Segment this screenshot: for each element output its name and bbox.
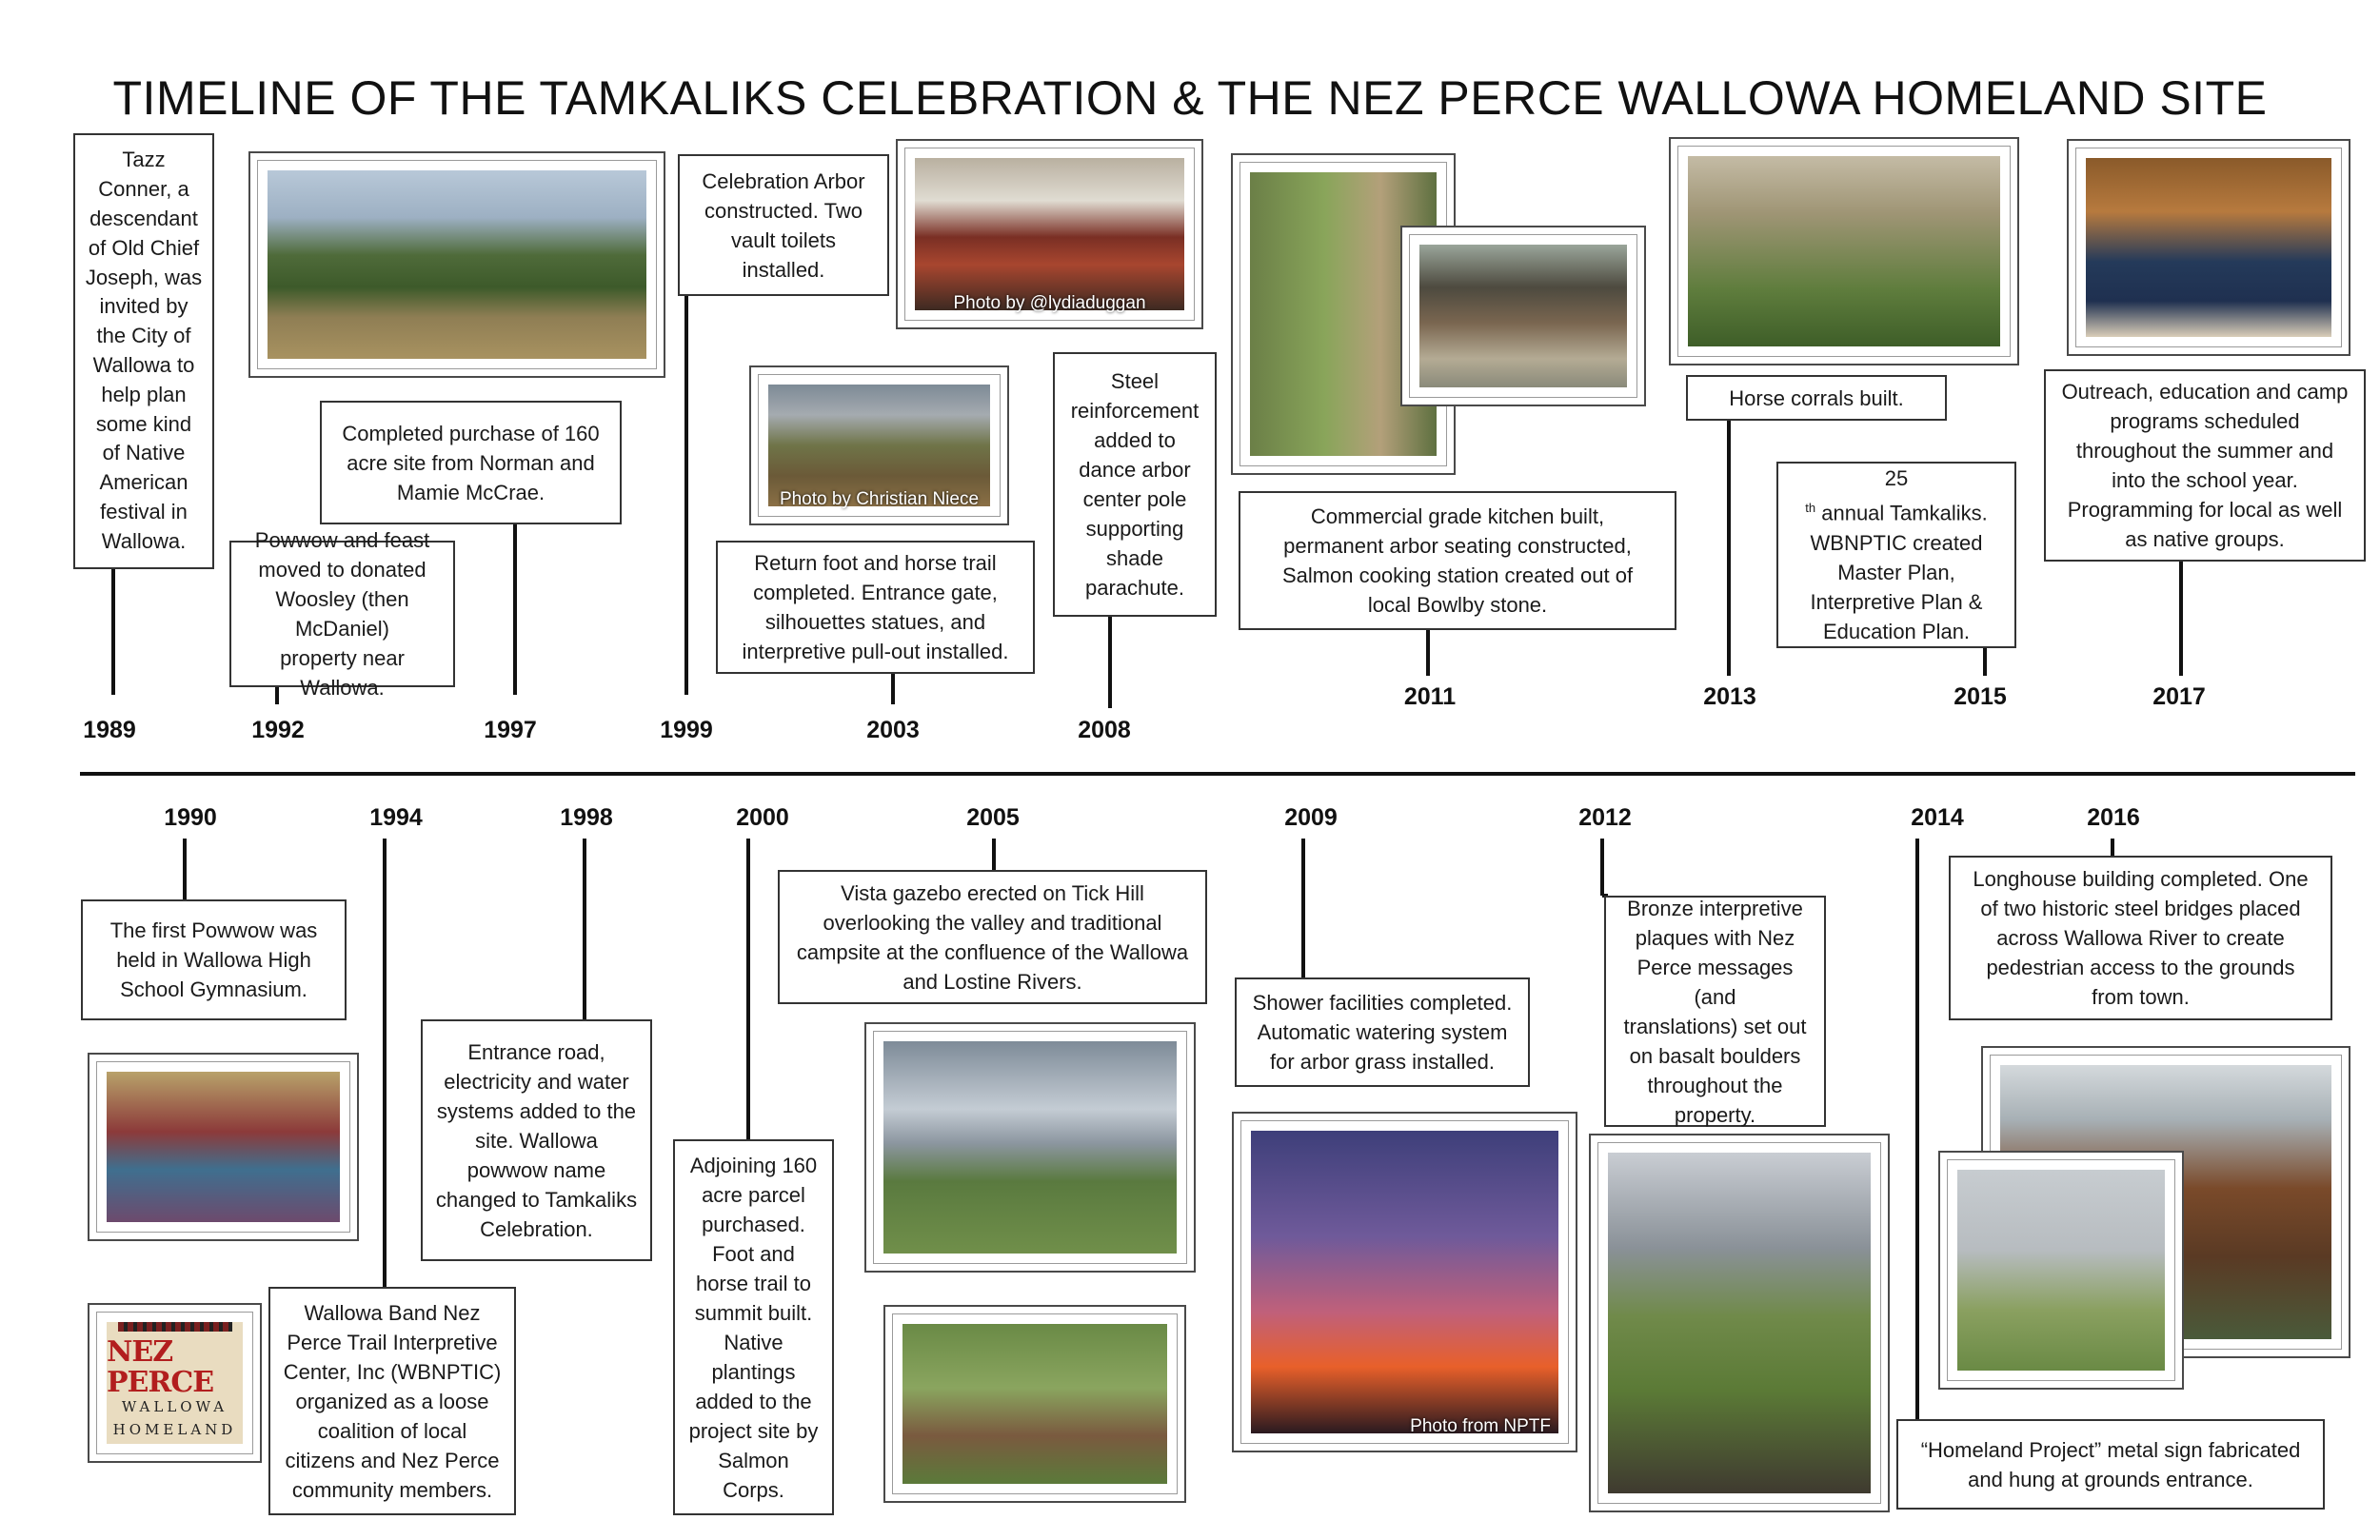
connector-2013: [1727, 421, 1731, 676]
photo-first-powwow-image: [107, 1072, 340, 1222]
event-2011-text: Commercial grade kitchen built, permanent arbor seating constructed, Salmon cooking station created out of local Bowlby stone.: [1281, 504, 1634, 617]
event-1998-text: Entrance road, electricity and water systems added to the site. Wallowa powwow name changed to Tamkaliks Celebration.: [435, 1039, 638, 1241]
event-1992-box: [229, 528, 455, 700]
photo-celebration-tent-image: [915, 158, 1184, 310]
photo-celebration-tent: [904, 148, 1195, 321]
year-label-2005: 2005: [966, 804, 1020, 831]
event-2016-text: Longhouse building completed. One of two historic steel bridges placed across Wallowa River to create pedestrian access to the grounds from town.: [1973, 867, 2309, 1009]
event-1997-box: [320, 401, 622, 524]
year-label-2015: 2015: [1954, 683, 2007, 710]
event-1990-text: The first Powwow was held in Wallowa High School Gymnasium.: [109, 918, 318, 1001]
event-1989-text: Tazz Conner, a descendant of Old Chief Joseph, was invited by the City of Wallowa to help plan some kind of Native American festival in Wallowa.: [85, 148, 203, 553]
event-1999-box: [678, 154, 889, 296]
event-1989-box: [73, 133, 214, 569]
photo-arbor-frames-image: [268, 170, 646, 359]
photo-horse-rider: [1677, 146, 2011, 357]
photo-bronze-plaque-image: [1608, 1153, 1871, 1493]
connector-2000: [746, 839, 750, 1139]
event-2013-text: Horse corrals built.: [1729, 385, 1904, 410]
event-2017-box: [2044, 369, 2366, 562]
event-1992-text: Powwow and feast moved to donated Woosley (then McDaniel) property near Wallowa.: [254, 528, 430, 700]
connector-1990: [183, 839, 187, 899]
nez-perce-logo-frame: [96, 1312, 253, 1454]
event-2016-box: [1949, 856, 2332, 1020]
year-label-2017: 2017: [2152, 683, 2206, 710]
event-2008-box: [1053, 352, 1217, 617]
connector-2009: [1301, 839, 1305, 977]
year-label-2008: 2008: [1078, 717, 1131, 743]
event-2013-box: [1686, 375, 1947, 421]
connector-2015: [1983, 648, 1987, 676]
event-2015-text: 25 $^{th}$ annual Tamkaliks. WBNPTIC created Master Plan, Interpretive Plan & Education Plan.: [1805, 464, 1987, 645]
event-2012-text: Bronze interpretive plaques with Nez Perce messages (and translations) set out on basalt boulders throughout the property.: [1623, 896, 1807, 1127]
connector-1994: [383, 839, 387, 1287]
photo-credit-lydiaduggan: Photo by @lydiaduggan: [953, 293, 1146, 313]
photo-credit-christian-niece: Photo by Christian Niece: [779, 489, 980, 509]
event-2017-text: Outreach, education and camp programs scheduled throughout the summer and into the school year. Programming for local as well as native groups.: [2061, 380, 2349, 551]
photo-salmon-station: [1409, 234, 1637, 398]
connector-1997: [513, 524, 517, 695]
event-1990-box: [81, 899, 347, 1020]
connector-1999: [684, 296, 688, 695]
photo-trail-building-image: [902, 1324, 1167, 1484]
logo-text-nez-perce: NEZ PERCE: [107, 1335, 214, 1399]
photo-credit-nptf: Photo from NPTF: [1410, 1416, 1551, 1436]
connector-2008: [1108, 617, 1112, 708]
photo-sunset-arbor: [1240, 1120, 1569, 1444]
event-1998-box: [421, 1019, 652, 1261]
event-2014-box: [1896, 1419, 2325, 1510]
year-label-2012: 2012: [1578, 804, 1632, 831]
connector-2005: [992, 839, 996, 870]
photo-bronze-plaque-boulder: [1597, 1142, 1881, 1504]
photo-bridge-crane-image: [1957, 1170, 2165, 1371]
logo-text-wallowa: WALLOWA: [121, 1398, 228, 1415]
connector-2014: [1915, 839, 1919, 1431]
event-2011-box: [1239, 491, 1676, 630]
event-2000-text: Adjoining 160 acre parcel purchased. Foot and horse trail to summit built. Native plantings added to the project site by Salmon Corps.: [688, 1153, 819, 1502]
connector-2003: [891, 674, 895, 704]
photo-youth-group-image: [2086, 158, 2331, 337]
connector-1989: [111, 569, 115, 695]
logo-text-homeland: HOMELAND: [112, 1421, 237, 1438]
year-label-2009: 2009: [1284, 804, 1338, 831]
page-title: TIMELINE OF THE TAMKALIKS CELEBRATION & THE NEZ PERCE WALLOWA HOMELAND SITE: [112, 71, 2268, 125]
event-2014-text: “Homeland Project” metal sign fabricated and hung at grounds entrance.: [1920, 1437, 2301, 1491]
photo-trail-building: [892, 1313, 1178, 1494]
event-2005-box: [778, 870, 1207, 1004]
connector-2012: [1600, 839, 1604, 896]
event-2000-box: [673, 1139, 834, 1515]
year-label-2013: 2013: [1703, 683, 1756, 710]
event-1994-text: Wallowa Band Nez Perce Trail Interpretive Center, Inc (WBNPTIC) organized as a loose coalition of local citizens and Nez Perce community members.: [283, 1300, 502, 1502]
year-label-2014: 2014: [1911, 804, 1964, 831]
photo-vista-gazebo: [873, 1031, 1187, 1264]
year-label-1998: 1998: [560, 804, 613, 831]
event-2015-box: [1776, 462, 2016, 648]
photo-youth-group: [2075, 148, 2342, 347]
photo-salmon-station-image: [1419, 245, 1627, 387]
photo-vista-gazebo-image: [883, 1041, 1177, 1254]
year-label-2011: 2011: [1403, 683, 1457, 710]
timeline-axis: [80, 772, 2355, 776]
logo-feather-icon: [118, 1322, 232, 1332]
event-2012-box: [1604, 896, 1826, 1127]
event-2003-box: [716, 541, 1035, 674]
year-label-2016: 2016: [2087, 804, 2140, 831]
connector-2017: [2179, 562, 2183, 676]
connector-1992: [275, 687, 279, 704]
photo-entrance-gate-image: [768, 385, 990, 506]
year-label-1999: 1999: [660, 717, 713, 743]
connector-2011: [1426, 630, 1430, 676]
year-label-1997: 1997: [484, 717, 537, 743]
event-1997-text: Completed purchase of 160 acre site from Norman and Mamie McCrae.: [342, 421, 600, 504]
year-label-1989: 1989: [83, 717, 136, 743]
event-2008-text: Steel reinforcement added to dance arbor center pole supporting shade parachute.: [1070, 369, 1200, 600]
event-1999-text: Celebration Arbor constructed. Two vault toilets installed.: [702, 168, 865, 282]
year-label-1990: 1990: [164, 804, 217, 831]
event-2003-text: Return foot and horse trail completed. Entrance gate, silhouettes statues, and interpretive pull-out installed.: [742, 551, 1009, 663]
connector-2016: [2111, 839, 2114, 858]
connector-1998: [583, 839, 586, 1019]
photo-arbor-frames-mountains: [257, 160, 657, 369]
photo-sunset-arbor-image: [1251, 1131, 1558, 1433]
photo-entrance-gate: [758, 374, 1001, 517]
year-label-2003: 2003: [866, 717, 920, 743]
event-2009-text: Shower facilities completed. Automatic watering system for arbor grass installed.: [1252, 991, 1513, 1074]
event-1994-box: [268, 1287, 516, 1515]
photo-horse-rider-image: [1688, 156, 2000, 346]
year-label-2000: 2000: [736, 804, 789, 831]
nez-perce-wallowa-homeland-logo: [107, 1322, 243, 1444]
year-label-1994: 1994: [369, 804, 423, 831]
photo-bridge-crane: [1947, 1159, 2175, 1381]
photo-first-powwow: [96, 1061, 350, 1233]
event-2005-text: Vista gazebo erected on Tick Hill overlooking the valley and traditional campsite at the confluence of the Wallowa and Lostine Rivers.: [796, 880, 1189, 994]
event-2015-first-line: 25 $^{th}$ annual Tamkaliks.: [1805, 466, 1988, 525]
year-label-1992: 1992: [251, 717, 305, 743]
event-2009-box: [1235, 977, 1530, 1087]
